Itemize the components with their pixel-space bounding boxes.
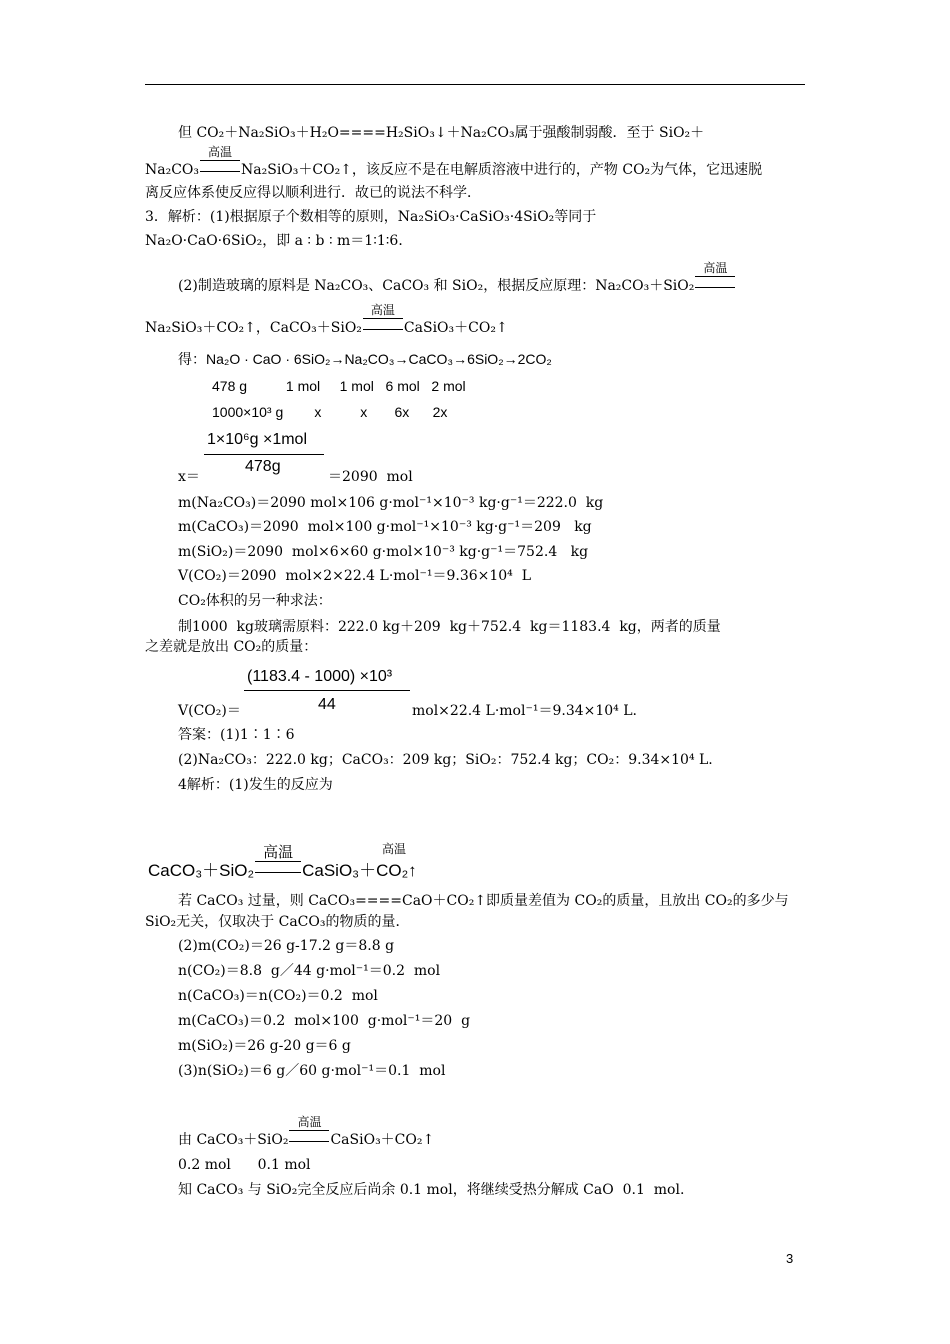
text-line: 得：Na₂O · CaO · 6SiO₂→Na₂CO₃→CaCO₃→6SiO₂→2CO₂ (178, 351, 552, 367)
fraction-denominator: 478g (245, 458, 281, 475)
formula: CaSiO₃＋CO₂↑ (403, 320, 508, 336)
text-line: m(CaCO₃)＝0.2 mol×100 g·mol⁻¹＝20 g (178, 1013, 471, 1029)
formula: Na₂CO₃ (145, 162, 200, 178)
text-line: 0.2 mol 0.1 mol (178, 1157, 311, 1173)
fraction-denominator: 44 (318, 696, 336, 713)
fraction-bar (244, 690, 410, 691)
condition-label: 高温 (370, 303, 395, 317)
formula: CaCO₃＋SiO₂ (148, 861, 255, 880)
text-line: (2)Na₂CO₃：222.0 kg；CaCO₃：209 kg；SiO₂：752.4 kg；CO₂：9.34×10⁴ L. (178, 752, 713, 768)
text-line: 若 CaCO₃ 过量，则 CaCO₃====CaO＋CO₂↑即质量差值为 CO₂的质量，且放出 CO₂的多少与 (178, 893, 789, 909)
text-line: mol×22.4 L·mol⁻¹＝9.34×10⁴ L. (412, 703, 637, 719)
text-line: SiO₂无关，仅取决于 CaCO₃的物质的量． (145, 914, 410, 930)
formula: (2)制造玻璃的原料是 Na₂CO₃、CaCO₃ 和 SiO₂，根据反应原理：Na₂CO₃＋SiO₂ (178, 278, 695, 294)
reaction-condition (255, 844, 301, 873)
formula: Na₂SiO₃＋CO₂↑，该反应不是在电解质溶液中进行的，产物 CO₂为气体，它迅速脱 (241, 162, 763, 178)
text-line: 但 CO₂＋Na₂SiO₃＋H₂O====H₂SiO₃↓＋Na₂CO₃属于强酸制弱酸．至于 SiO₂＋ (178, 125, 705, 141)
fraction-bar (204, 454, 324, 455)
text-line: 1000×10³ g x x 6x 2x (212, 404, 448, 420)
text-line: 3．解析：(1)根据原子个数相等的原则，Na₂SiO₃·CaSiO₃·4SiO₂等同于 (145, 209, 597, 225)
text-line: n(CaCO₃)＝n(CO₂)＝0.2 mol (178, 988, 378, 1004)
text-line (178, 1115, 435, 1149)
text-line: m(SiO₂)＝26 g-20 g＝6 g (178, 1038, 351, 1054)
reaction-condition (363, 303, 403, 330)
text-line: ＝2090 mol (328, 469, 413, 485)
condition-label: 高温 (382, 842, 407, 856)
text-line: V(CO₂)＝2090 mol×2×22.4 L·mol⁻¹＝9.36×10⁴ L (178, 568, 531, 584)
reaction-condition (289, 1115, 329, 1142)
equation-line (148, 844, 417, 882)
text-line: (3)n(SiO₂)＝6 g／60 g·mol⁻¹＝0.1 mol (178, 1063, 446, 1079)
text-line: 4解析：(1)发生的反应为 (178, 777, 333, 793)
text-line (178, 261, 736, 295)
header-rule (145, 84, 805, 85)
fraction-numerator: 1×10⁶g ×1mol (207, 431, 307, 448)
formula: CaSiO₃＋CO₂↑ (302, 861, 417, 880)
text-line: 知 CaCO₃ 与 SiO₂完全反应后尚余 0.1 mol，将继续受热分解成 CaO 0.1 mol. (178, 1182, 685, 1198)
formula: CaSiO₃＋CO₂↑ (330, 1132, 435, 1148)
condition-label: 高温 (263, 844, 294, 861)
text-line (145, 145, 763, 179)
text-line: 之差就是放出 CO₂的质量： (145, 639, 318, 655)
text-line: m(CaCO₃)＝2090 mol×100 g·mol⁻¹×10⁻³ kg·g⁻¹＝209 kg (178, 519, 592, 535)
condition-label: 高温 (297, 1115, 322, 1129)
condition-label: 高温 (703, 261, 728, 275)
reaction-condition (200, 145, 240, 172)
text-line: m(Na₂CO₃)＝2090 mol×106 g·mol⁻¹×10⁻³ kg·g⁻¹＝222.0 kg (178, 495, 604, 511)
fraction-numerator: (1183.4 - 1000) ×10³ (247, 668, 393, 685)
condition-label: 高温 (208, 145, 233, 159)
text-line: V(CO₂)＝ (178, 703, 241, 719)
text-line (145, 303, 508, 337)
text-line: 答案：(1)1∶1∶6 (178, 727, 295, 743)
text-line: 制1000 kg玻璃需原料：222.0 kg＋209 kg＋752.4 kg＝1183.4 kg，两者的质量 (178, 619, 721, 635)
text-line: (2)m(CO₂)＝26 g-17.2 g＝8.8 g (178, 938, 395, 954)
formula: Na₂SiO₃＋CO₂↑，CaCO₃＋SiO₂ (145, 320, 362, 336)
text-line: 478 g 1 mol 1 mol 6 mol 2 mol (212, 378, 466, 394)
text-line: m(SiO₂)＝2090 mol×6×60 g·mol×10⁻³ kg·g⁻¹＝752.4 kg (178, 544, 589, 560)
text-line: Na₂O·CaO·6SiO₂，即 a ∶ b ∶ m＝1∶1∶6． (145, 233, 413, 249)
text-line: x＝ (178, 469, 200, 485)
text-line: n(CO₂)＝8.8 g／44 g·mol⁻¹＝0.2 mol (178, 963, 441, 979)
page-number: 3 (786, 1251, 794, 1266)
reaction-condition (695, 261, 735, 288)
formula: 由 CaCO₃＋SiO₂ (178, 1132, 289, 1148)
text-line: 离反应体系使反应得以顺利进行．故已的说法不科学． (145, 185, 481, 201)
text-line: CO₂体积的另一种求法： (178, 593, 332, 609)
